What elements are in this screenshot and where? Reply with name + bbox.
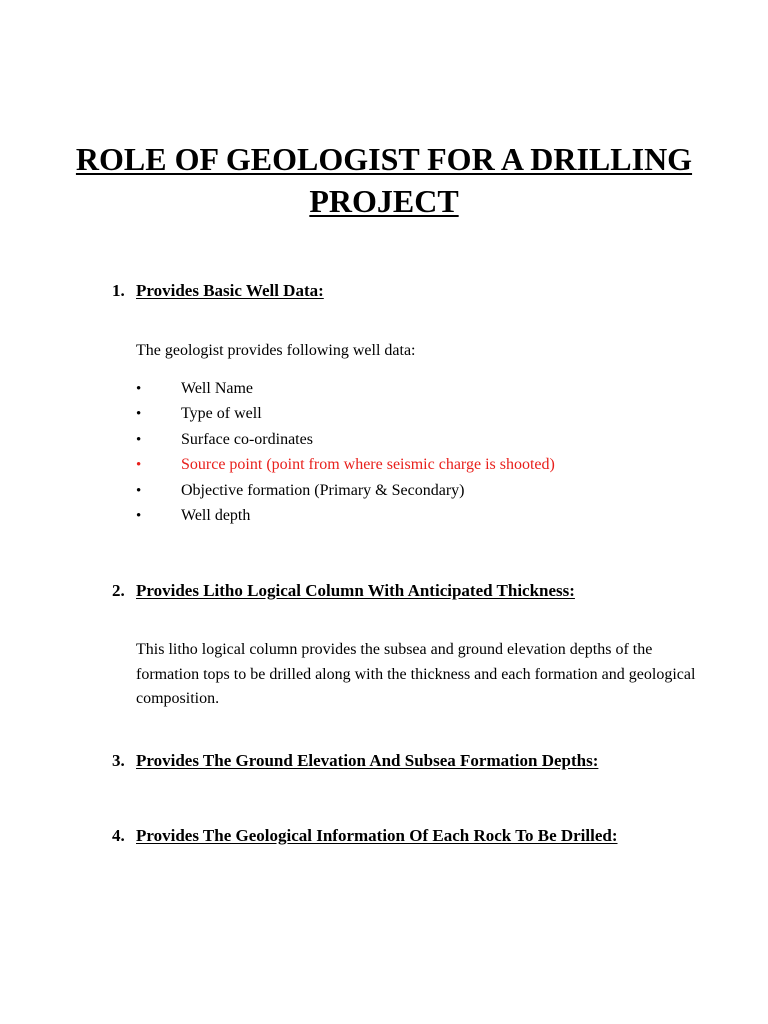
- bullet-icon: •: [136, 381, 142, 397]
- section-title: Provides The Ground Elevation And Subsea Formation Depths:: [136, 751, 599, 770]
- list-item-text: Type of well: [181, 405, 262, 423]
- document-title: [0, 138, 768, 222]
- title-line-1: ROLE OF GEOLOGIST FOR A DRILLING: [75, 141, 693, 177]
- section-title: Provides Litho Logical Column With Anticipated Thickness:: [136, 581, 575, 600]
- bullet-icon: •: [136, 482, 142, 499]
- section-2-body: This litho logical column provides the subsea and ground elevation depths of the formation tops to be drilled along with the thickness and each formation and geological composition.: [136, 641, 696, 707]
- section-4-heading: [112, 825, 618, 847]
- list-item-text: Objective formation (Primary & Secondary): [181, 481, 465, 499]
- list-item: [136, 376, 555, 401]
- list-item-highlighted: [136, 452, 555, 477]
- section-1-heading: [112, 280, 324, 302]
- section-number: 2.: [112, 581, 125, 600]
- section-2-heading: [112, 580, 575, 602]
- list-item-text: Source point (point from where seismic charge is shooted): [181, 456, 555, 474]
- section-title: Provides The Geological Information Of Each Rock To Be Drilled:: [136, 826, 618, 845]
- section-title: Provides Basic Well Data:: [136, 281, 324, 300]
- bullet-icon: •: [136, 431, 142, 448]
- list-item-text: Surface co-ordinates: [181, 430, 313, 448]
- list-item: [136, 427, 555, 452]
- bullet-icon: •: [136, 457, 142, 474]
- well-data-list: [136, 376, 555, 528]
- section-1-intro: The geologist provides following well data:: [136, 342, 416, 359]
- list-item-text: Well Name: [181, 380, 254, 397]
- list-item: [136, 401, 555, 426]
- section-number: 4.: [112, 826, 125, 845]
- bullet-icon: •: [136, 507, 142, 524]
- section-3-heading: [112, 750, 598, 772]
- list-item-text: Well depth: [181, 506, 251, 524]
- list-item: [136, 503, 555, 528]
- bullet-icon: •: [136, 406, 142, 423]
- section-number: 3.: [112, 751, 125, 770]
- list-item: [136, 478, 555, 503]
- title-line-2: PROJECT: [309, 183, 459, 219]
- section-number: 1.: [112, 281, 125, 300]
